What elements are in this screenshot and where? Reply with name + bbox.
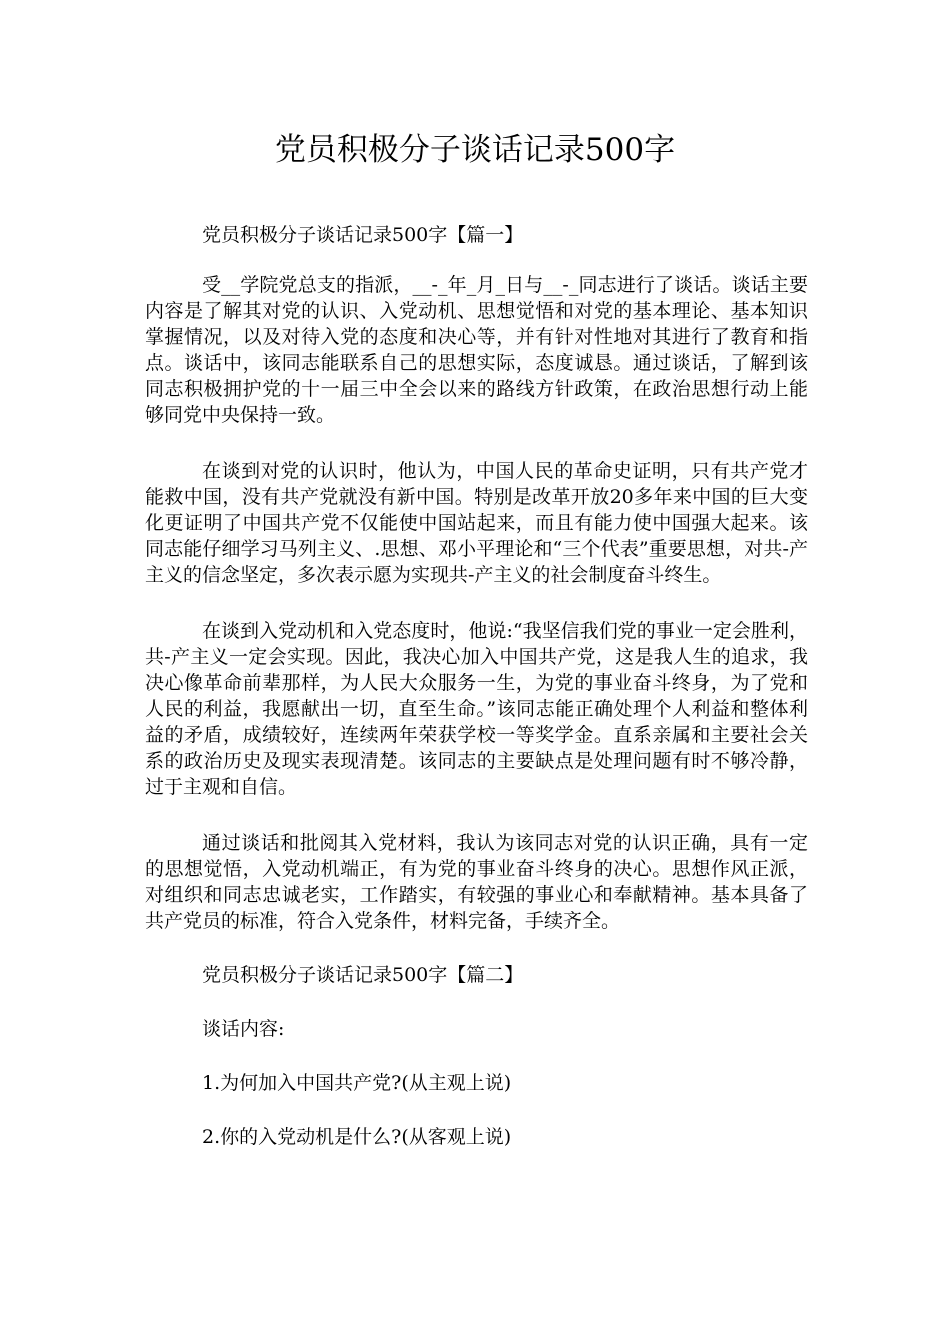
- question-2: 2.你的入党动机是什么?(从客观上说): [202, 1126, 512, 1148]
- section-heading-2: 党员积极分子谈话记录500字【篇二】: [202, 964, 524, 986]
- question-1: 1.为何加入中国共产党?(从主观上说): [202, 1072, 512, 1094]
- paragraph-4: 通过谈话和批阅其入党材料，我认为该同志对党的认识正确，具有一定的思想觉悟，入党动机端正，有为党的事业奋斗终身的决心。思想作风正派，对组织和同志忠诚老实，工作踏实，有较强的事业心和奉献精神。基本具备了共产党员的标准，符合入党条件，材料完备，手续齐全。: [145, 832, 808, 932]
- document-body: [145, 222, 808, 1150]
- section-intro: 谈话内容:: [202, 1018, 285, 1040]
- paragraph-3: 在谈到入党动机和入党态度时，他说:“我坚信我们党的事业一定会胜利，共-产主义一定会实现。因此，我决心加入中国共产党，这是我人生的追求，我决心像革命前辈那样，为人民大众服务一生，为党的事业奋斗终身，为了党和人民的利益，我愿献出一切，直至生命。”该同志能正确处理个人利益和整体利益的矛盾，成绩较好，连续两年荣获学校一等奖学金。直系亲属和主要社会关系的政治历史及现实表现清楚。该同志的主要缺点是处理问题有时不够冷静，过于主观和自信。: [145, 620, 808, 798]
- paragraph-1: 受__学院党总支的指派，__-_年_月_日与__-_同志进行了谈话。谈话主要内容是了解其对党的认识、入党动机、思想觉悟和对党的基本理论、基本知识掌握情况，以及对待入党的态度和决心等，并有针对性地对其进行了教育和指点。谈话中，该同志能联系自己的思想实际，态度诚恳。通过谈话，了解到该同志积极拥护党的十一届三中全会以来的路线方针政策，在政治思想行动上能够同党中央保持一致。: [145, 274, 808, 426]
- paragraph-2: 在谈到对党的认识时，他认为，中国人民的革命史证明，只有共产党才能救中国，没有共产党就没有新中国。特别是改革开放20多年来中国的巨大变化更证明了中国共产党不仅能使中国站起来，而且有能力使中国强大起来。该同志能仔细学习马列主义、.思想、邓小平理论和“三个代表”重要思想，对共-产主义的信念坚定，多次表示愿为实现共-产主义的社会制度奋斗终生。: [145, 460, 808, 586]
- section-heading-1: 党员积极分子谈话记录500字【篇一】: [202, 224, 524, 246]
- document-title: 党员积极分子谈话记录500字: [274, 132, 676, 168]
